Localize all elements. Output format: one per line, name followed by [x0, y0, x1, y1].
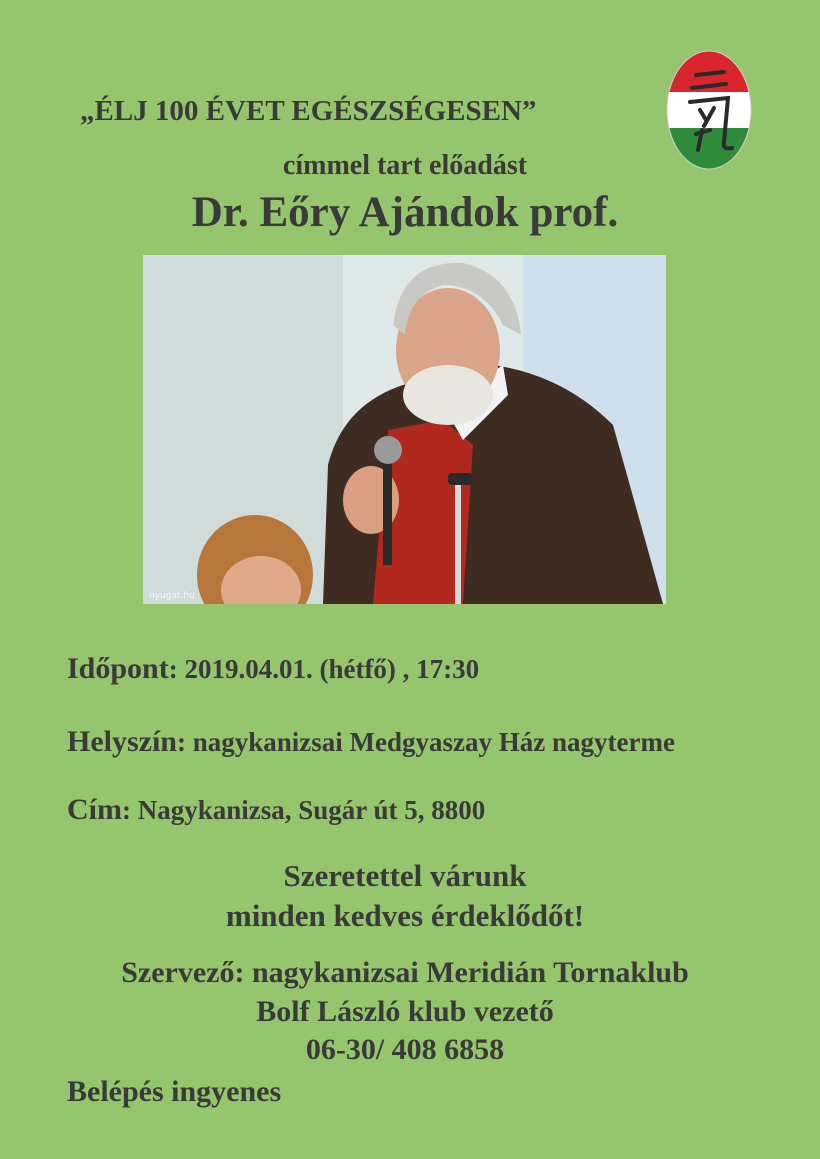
time-label: Időpont: [67, 652, 169, 685]
greeting-line-1: Szeretettel várunk: [283, 858, 527, 893]
speaker-photo: [143, 255, 666, 604]
event-title: „ÉLJ 100 ÉVET EGÉSZSÉGESEN”: [80, 95, 537, 127]
address-value: : Nagykanizsa, Sugár út 5, 8800: [122, 795, 486, 825]
entry-fee-note: Belépés ingyenes: [67, 1075, 282, 1108]
photo-watermark: nyugat.hu: [149, 591, 195, 601]
event-subtitle: címmel tart előadást: [282, 150, 528, 181]
organizer-phone: 06-30/ 408 6858: [305, 1033, 505, 1066]
organizer-contact-person: Bolf László klub vezető: [256, 995, 554, 1028]
address-label: Cím: [67, 793, 122, 826]
speaker-name: Dr. Eőry Ajándok prof.: [191, 189, 619, 236]
time-value: : 2019.04.01. (hétfő) , 17:30: [168, 654, 480, 684]
place-label: Helyszín: [67, 725, 177, 758]
place-line: [67, 725, 675, 759]
speaker-photo-illustration: [143, 255, 666, 604]
place-value: : nagykanizsai Medgyaszay Ház nagyterme: [177, 727, 675, 757]
time-line: [67, 652, 479, 686]
greeting-line-2: minden kedves érdeklődőt!: [225, 898, 585, 933]
address-line: [67, 793, 485, 827]
organizer-line: Szervező: nagykanizsai Meridián Tornaklub: [121, 956, 689, 989]
